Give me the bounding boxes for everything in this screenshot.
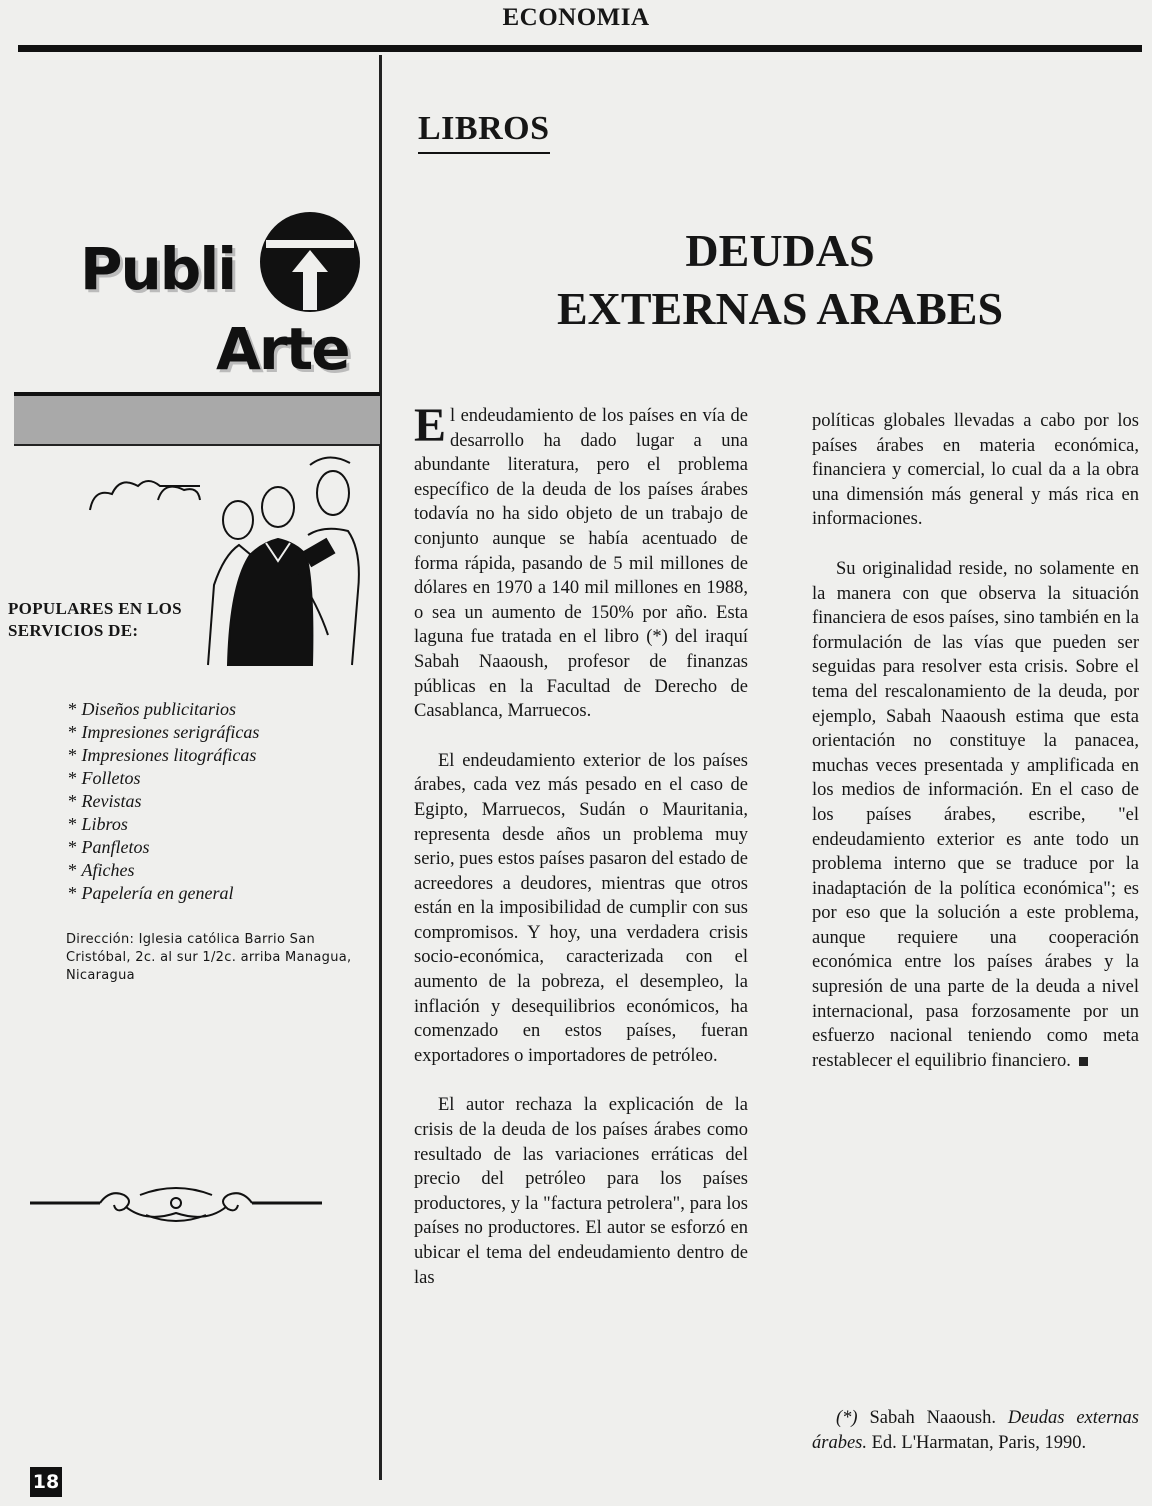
top-rule	[18, 45, 1142, 52]
paragraph-text: l endeudamiento de los países en vía de desarrollo ha dado lugar a una abundante literatura, pero el problema específico de la deuda de los países árabes todavía no ha sido objeto de un trabajo de conjunto aunque se había acentuado de forma rápida, pasando de 5 mil millones de dólares en 1970 a 140 mil millones en 1988, o sea un aumento de 150% por año. Esta laguna fue tratada en el libro (*) del iraquí Sabah Naaoush, profesor de finanzas públicas en la Facultad de Derecho de Casablanca, Marruecos.	[414, 406, 748, 722]
arrow-logo-icon	[258, 210, 362, 314]
article-paragraph: El autor rechaza la explicación de la crisis de la deuda de los países árabes como resultado de las variaciones erráticas del precio del petróleo para los países productores, y la "factura petrolera", para los países no productores. El autor se esforzó en ubicar el tema del endeudamiento dentro de las	[414, 1095, 748, 1288]
list-item: * Diseños publicitarios	[68, 698, 259, 721]
list-item: * Revistas	[68, 790, 259, 813]
list-item: * Impresiones litográficas	[68, 744, 259, 767]
article-column-2	[812, 409, 1139, 1073]
brand-word-publi: Publi	[80, 235, 236, 303]
ad-gray-banner	[14, 392, 380, 446]
list-item: * Folletos	[68, 767, 259, 790]
footnote-mark: (*)	[836, 1408, 858, 1428]
column-divider	[379, 55, 382, 1480]
drop-cap: E	[414, 399, 447, 452]
article-headline	[400, 222, 1152, 338]
headline-line-1: DEUDAS	[685, 225, 875, 276]
book-footnote	[812, 1406, 1139, 1455]
article-paragraph	[812, 557, 1139, 1073]
footnote-title: Deudas externas árabes.	[812, 1408, 1140, 1453]
list-item: * Libros	[68, 813, 259, 836]
article-column-1	[414, 399, 748, 1290]
list-item: * Afiches	[68, 859, 259, 882]
ornament-divider-icon	[30, 1185, 322, 1225]
article-paragraph	[414, 399, 748, 724]
services-title: POPULARES EN LOS SERVICIOS DE:	[8, 599, 182, 640]
article-paragraph: El endeudamiento exterior de los países árabes, cada vez más pesado en el caso de Egipto, Marruecos, Sudán o Mauritania, representa desde años un problema muy serio, pues estos países pasaron del estado de acreedores a deudores, mientras que otros están en la imposibilidad de cumplir con sus compromisos. Y hoy, una verdadera crisis socio-económica, caracterizada con el aumento de la pobreza, el desempleo, la inflación y desequilibrios económicos, ha comenzado en estos países, fueran exportadores o importadores de petróleo.	[414, 750, 748, 1066]
ad-address: Dirección: Iglesia católica Barrio San Cristóbal, 2c. al sur 1/2c. arriba Managua, Nicaragua	[66, 932, 352, 983]
footnote-author: Sabah Naaoush.	[869, 1408, 996, 1428]
article-paragraph: políticas globales llevadas a cabo por los países árabes en materia económica, financiera y comercial, lo cual da a la obra una dimensión más general y más rica en informaciones.	[812, 411, 1139, 530]
page-number: 18	[30, 1467, 62, 1497]
services-list	[68, 698, 259, 905]
footnote-publisher: Ed. L'Harmatan, Paris, 1990.	[871, 1432, 1087, 1453]
end-mark-icon	[1079, 1057, 1088, 1066]
article-kicker: LIBROS	[418, 110, 550, 154]
list-item: * Papelería en general	[68, 882, 259, 905]
list-item: * Panfletos	[68, 836, 259, 859]
section-title: ECONOMIA	[502, 4, 650, 31]
headline-line-2: EXTERNAS ARABES	[556, 283, 1004, 334]
paragraph-text: Su originalidad reside, no solamente en la manera con que observa la situación financiera de esos países, sino también en la formulación de las vías que pueden ser seguidas para resolver esta crisis. Sobre el tema del rescalonamiento de la deuda, por ejemplo, Sabah Naaoush estima que esta orientación no constituye la panacea, muchas veces presentada y amplificada en los medios de información. En el caso de los países árabes, escribe, "el endeudamiento exterior es ante todo un problema interno que se traduce por la inadaptación de la política económica"; es por eso que la solución a este problema, aunque requiere una cooperación económica entre los países árabes y la supresión de una parte de la deuda a nivel internacional, pasa forzosamente por un esfuerzo nacional teniendo como meta restablecer el equilibrio financiero.	[812, 558, 1139, 1071]
list-item: * Impresiones serigráficas	[68, 721, 259, 744]
brand-word-arte: Arte	[216, 315, 349, 383]
